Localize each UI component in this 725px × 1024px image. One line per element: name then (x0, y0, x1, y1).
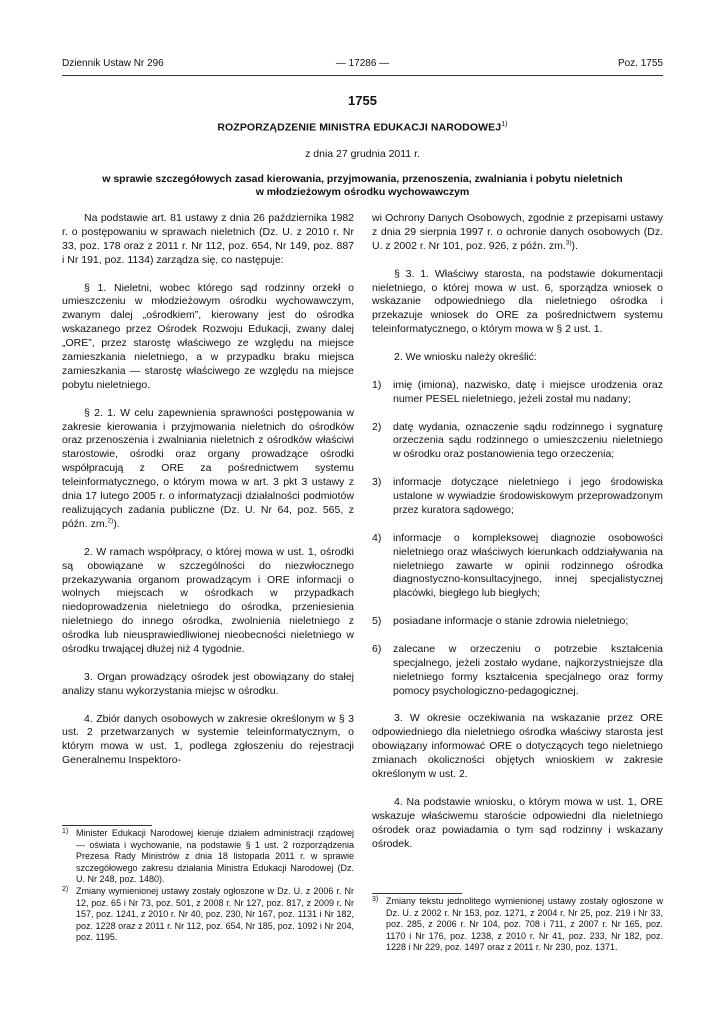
list-item (372, 615, 663, 629)
footnote-marker: 3) (372, 896, 379, 903)
footnote-marker: 1) (62, 828, 69, 835)
right-column (372, 212, 663, 865)
footnote-text: Zmiany tekstu jednolitego wymienionej ustawy zostały ogłoszone w Dz. U. z 2002 r. Nr 153, poz. 1271, z 2004 r. Nr 25, poz. 219 i Nr 33, poz. 285, z 2006 r. Nr 104, poz. 708 i 711, z 2007 r. Nr 165, poz. 1170 i Nr 176, poz. 1238, z 2010 r. Nr 41, poz. 233, Nr 182, poz. 1228 i Nr 229, poz. 1497 oraz z 2011 r. Nr 230, poz. 1371. (386, 896, 663, 953)
act-subject-line-2: w młodzieżowym ośrodku wychowawczym (255, 186, 470, 198)
section-2-4-cont-end: ). (571, 239, 578, 252)
list-item-number: 3) (372, 476, 382, 489)
list-item-text: datę wydania, oznaczenie sądu rodzinnego i sygnaturę orzeczenia sądu rodzinnego o umieszczeniu nieletniego w ośrodku oraz postanowienia tego orzeczenia; (393, 420, 663, 461)
footnote-ref-3[interactable]: 3) (565, 239, 572, 247)
footnote-ref-2[interactable]: 2) (107, 517, 114, 525)
act-number: 1755 (348, 93, 377, 108)
list-item-text: zalecane w orzeczeniu o potrzebie kształcenia specjalnego, jeżeli zostało wydane, najkorzystniejsze dla nieletniego formy kształcenia specjalnego oraz formy pomocy psychologiczno-pedagogicznej. (393, 642, 663, 697)
footnotes-left (62, 828, 354, 944)
list-item-number: 1) (372, 378, 382, 391)
section-2-2: 2. W ramach współpracy, o której mowa w ust. 1, ośrodki są obowiązane w szczególności do niezwłocznego przekazywania organom prowadzącym i ORE informacji o wolnych miejscach w ośrodkach w przypadkach niedoprowadzenia nieletniego do ośrodka, przeniesienia nieletniego do innego ośrodka, zwolnienia nieletniego z ośrodka lub nieusprawiedliwionej nieobecności nieletniego w ośrodku trwającej dłużej niż 4 tygodnie. (62, 545, 354, 656)
preamble: Na podstawie art. 81 ustawy z dnia 26 października 1982 r. o postępowaniu w sprawach nieletnich (Dz. U. z 2010 r. Nr 33, poz. 178 oraz z 2011 r. Nr 112, poz. 654, Nr 149, poz. 887 i Nr 191, poz. 1134) zarządza się, co następuje: (62, 212, 354, 266)
footnote-text: Minister Edukacji Narodowej kieruje działem administracji rządowej — oświata i wychowanie, na podstawie § 1 ust. 2 rozporządzenia Prezesa Rady Ministrów z dnia 18 listopada 2011 r. w sprawie szczegółowego zakresu działania Ministra Edukacji Narodowej (Dz. U. Nr 248, poz. 1480). (76, 828, 354, 885)
footnote (62, 828, 354, 886)
act-subject (62, 173, 663, 199)
page-number: — 17286 — (335, 58, 390, 69)
list-item (372, 379, 663, 407)
footnote (62, 886, 354, 944)
page-header (62, 58, 663, 74)
act-date: z dnia 27 grudnia 2011 r. (305, 148, 420, 160)
act-subject-line-1: w sprawie szczegółowych zasad kierowania, przyjmowania, przenoszenia, zwalniania i pobytu nieletnich (102, 173, 623, 185)
left-column (62, 212, 354, 782)
section-2-1-text: § 2. 1. W celu zapewnienia sprawności postępowania w zakresie kierowania i przyjmowania nieletnich do ośrodków oraz przenoszenia i zwalniania nieletnich z ośrodków właściwi starostowie, ośrodki oraz organy prowadzące ośrodki współpracują z ORE za pośrednictwem systemu teleinformatycznego, o którym mowa w art. 3 pkt 3 ustawy z dnia 17 lutego 2005 r. o informatyzacji działalności podmiotów realizujących zadania publiczne (Dz. U. Nr 64, poz. 565, z późn. zm. (62, 406, 354, 530)
act-title-text: ROZPORZĄDZENIE MINISTRA EDUKACJI NARODOWEJ (217, 121, 502, 134)
section-1: § 1. Nieletni, wobec którego sąd rodzinny orzekł o umieszczeniu w młodzieżowym ośrodku wychowawczym, zwanym dalej „ośrodkiem”, kierowany jest do ośrodka wskazanego przez Ośrodek Rozwoju Edukacji, zwany dalej „ORE”, przez starostę właściwego ze względu na miejsce zamieszkania nieletniego, a w przypadku braku miejsca zamieszkania — starostę właściwego ze względu na miejsce pobytu nieletniego. (62, 281, 354, 391)
header-divider (62, 75, 663, 76)
list-item-text: informacje o kompleksowej diagnozie osobowości nieletniego oraz właściwych kierunkach oddziaływania na nieletniego zawarte w opinii rodzinnego ośrodka diagnostyczno-konsultacyjnego, innej specjalistycznej placówki, biegłego lub biegłych; (393, 531, 663, 600)
list-item-number: 5) (372, 615, 382, 628)
journal-name: Dziennik Ustaw Nr 296 (62, 58, 164, 69)
section-3-1: § 3. 1. Właściwy starosta, na podstawie dokumentacji nieletniego, o której mowa w ust. 6, sporządza wniosek o wskazanie odpowiedniego dla nieletniego ośrodka i przekazuje wniosek do ORE za pośrednictwem systemu teleinformatycznego, o którym mowa w § 2 ust. 1. (372, 267, 663, 336)
position-number: Poz. 1755 (617, 58, 663, 69)
section-3-2: 2. We wniosku należy określić: (394, 351, 537, 364)
footnote-ref-1[interactable]: 1) (501, 121, 508, 128)
footnote (372, 896, 663, 954)
section-2-4-continued (372, 212, 663, 254)
list-item-text: informacje dotyczące nieletniego i jego środowiska ustalone w wywiadzie środowiskowym przeprowadzonym przez kuratora sądowego; (393, 476, 663, 516)
section-2-1-end: ). (113, 517, 120, 530)
list-item (372, 532, 663, 602)
section-2-1 (62, 407, 354, 532)
footnote-marker: 2) (62, 885, 69, 893)
section-2-4: 4. Zbiór danych osobowych w zakresie określonym w § 3 ust. 2 przetwarzanych w systemie teleinformatycznym, o którym mowa w ust. 1, podlega zgłoszeniu do rejestracji Generalnemu Inspektoro- (62, 712, 354, 767)
section-3-4: 4. Na podstawie wniosku, o którym mowa w ust. 1, ORE wskazuje właściwemu staroście odpowiedni dla nieletniego ośrodek oraz powiadamia o tym sąd rodzinny i wskazany ośrodek. (372, 795, 663, 850)
section-2-4-cont-text: wi Ochrony Danych Osobowych, zgodnie z przepisami ustawy z dnia 29 sierpnia 1997 r. o ochronie danych osobowych (Dz. U. z 2002 r. Nr 101, poz. 926, z późn. zm. (372, 212, 663, 252)
footnotes-right (372, 896, 663, 954)
footnote-text: Zmiany wymienionej ustawy zostały ogłoszone w Dz. U. z 2006 r. Nr 12, poz. 65 i Nr 73, poz. 501, z 2008 r. Nr 127, poz. 817, z 2009 r. Nr 157, poz. 1241, z 2010 r. Nr 40, poz. 230, Nr 167, poz. 1131 i Nr 182, poz. 1228 oraz z 2011 r. Nr 112, poz. 654, Nr 185, poz. 1092 i Nr 204, poz. 1195. (76, 885, 354, 943)
list-item-text: imię (imiona), nazwisko, datę i miejsce urodzenia oraz numer PESEL nieletniego, jeżeli został mu nadany; (393, 378, 663, 405)
section-3-3: 3. W okresie oczekiwania na wskazanie przez ORE odpowiedniego dla nieletniego ośrodka właściwy starosta jest obowiązany informować ORE o dotyczących tego nieletniego zmianach okoliczności objętych wnioskiem w zakresie określonym w ust. 2. (372, 712, 663, 781)
list-item-number: 2) (372, 420, 382, 433)
list-item (372, 421, 663, 463)
section-3-2-list (372, 379, 663, 699)
section-2-3: 3. Organ prowadzący ośrodek jest obowiązany do stałej analizy stanu wykorzystania miejsc w ośrodku. (62, 670, 354, 697)
list-item-number: 4) (372, 531, 382, 544)
act-title (62, 121, 663, 134)
list-item (372, 476, 663, 518)
list-item-text: posiadane informacje o stanie zdrowia nieletniego; (393, 615, 629, 628)
list-item (372, 643, 663, 699)
list-item-number: 6) (372, 642, 382, 655)
